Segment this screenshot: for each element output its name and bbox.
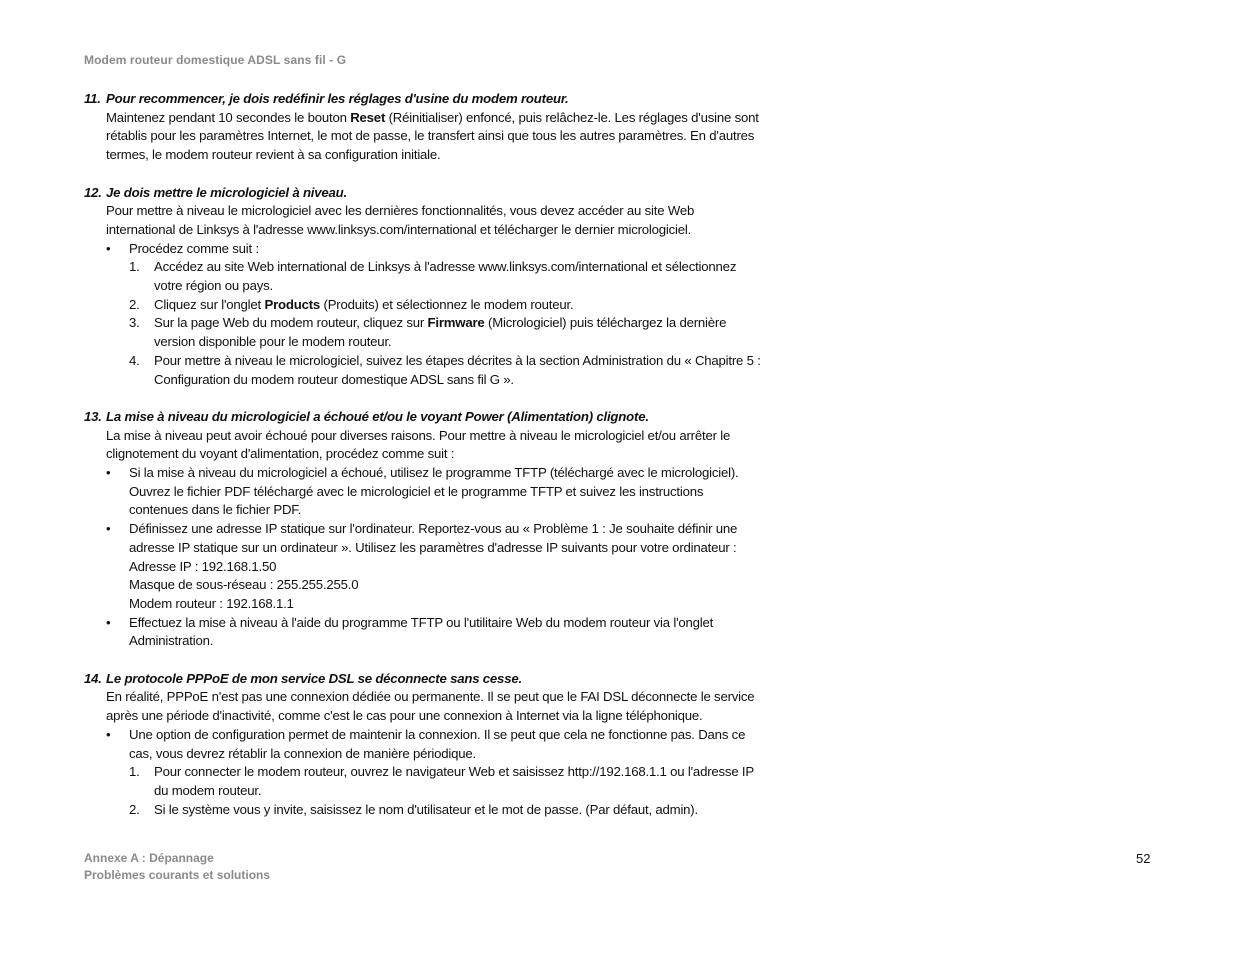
faq-number: 11. xyxy=(84,91,101,106)
faq-number: 14. xyxy=(84,670,102,686)
faq-answer xyxy=(106,688,764,819)
list-item xyxy=(106,240,764,390)
step-text: Cliquez sur l'onglet xyxy=(154,296,265,312)
bullet-text: Effectuez la mise à niveau à l'aide du programme TFTP ou l'utilitaire Web du modem routeur via l'onglet Administration. xyxy=(129,614,714,649)
answer-paragraph: La mise à niveau peut avoir échoué pour diverses raisons. Pour mettre à niveau le micrologiciel et/ou arrêter le clignotement du voyant d'alimentation, procédez comme suit : xyxy=(106,427,731,462)
step-number: 2. xyxy=(129,801,140,817)
bullet-list xyxy=(106,464,764,651)
bullet-text: Définissez une adresse IP statique sur l'ordinateur. Reportez-vous au « Problème 1 : Je souhaite définir une adresse IP statique sur un ordinateur ». Utilisez les paramètres d'adresse IP suivants pour votre ordinateur : xyxy=(129,521,738,555)
bullet-list xyxy=(106,726,764,820)
bullet-icon: • xyxy=(106,240,111,256)
faq-question xyxy=(84,90,764,109)
faq-question xyxy=(84,184,764,203)
step-number: 4. xyxy=(129,352,140,368)
firmware-term: Firmware xyxy=(427,315,485,331)
faq-item-11 xyxy=(84,90,764,165)
bullet-list xyxy=(106,240,764,390)
faq-item-13 xyxy=(84,408,764,651)
step-number: 2. xyxy=(129,296,140,312)
bullet-icon: • xyxy=(106,726,111,742)
gateway-setting: Modem routeur : 192.168.1.1 xyxy=(129,595,294,611)
list-item xyxy=(129,296,764,315)
faq-number: 12. xyxy=(84,184,102,200)
running-footer xyxy=(84,850,270,883)
faq-question xyxy=(84,670,764,689)
list-item xyxy=(129,763,764,800)
step-text: (Produits) et sélectionnez le modem routeur. xyxy=(320,296,574,312)
ip-address-setting: Adresse IP : 192.168.1.50 xyxy=(129,558,277,574)
answer-text: Maintenez pendant 10 secondes le bouton xyxy=(106,109,351,125)
page-number: 52 xyxy=(1136,851,1151,866)
faq-answer xyxy=(106,202,764,389)
list-item xyxy=(106,726,764,820)
faq-answer xyxy=(106,109,764,165)
step-list xyxy=(129,763,764,819)
faq-question-text: La mise à niveau du micrologiciel a échoué et/ou le voyant Power (Alimentation) clignote. xyxy=(106,408,649,424)
bullet-text: Si la mise à niveau du micrologiciel a échoué, utilisez le programme TFTP (téléchargé avec le micrologiciel). Ouvrez le fichier PDF téléchargé avec le micrologiciel et le programme TFTP et suivez les instructions contenues dans le fichier PDF. xyxy=(129,465,739,518)
footer-subsection-title: Problèmes courants et solutions xyxy=(84,867,271,882)
step-text: (Micrologiciel) puis téléchargez la dernière version disponible pour le modem routeur. xyxy=(154,315,727,350)
running-header: Modem routeur domestique ADSL sans fil - G xyxy=(84,53,347,67)
step-text: Sur la page Web du modem routeur, cliquez sur xyxy=(154,315,428,331)
faq-content xyxy=(84,90,764,838)
faq-item-12 xyxy=(84,184,764,390)
faq-question-text: Je dois mettre le micrologiciel à niveau. xyxy=(106,184,347,200)
footer-section-title: Annexe A : Dépannage xyxy=(84,851,214,865)
list-item xyxy=(106,520,764,614)
step-text: Pour mettre à niveau le micrologiciel, suivez les étapes décrites à la section Administration du « Chapitre 5 : Configuration du modem routeur domestique ADSL sans fil G ». xyxy=(154,352,761,387)
list-item xyxy=(129,258,764,295)
subnet-mask-setting: Masque de sous-réseau : 255.255.255.0 xyxy=(129,577,359,593)
step-number: 1. xyxy=(129,764,140,780)
bullet-text: Une option de configuration permet de maintenir la connexion. Il se peut que cela ne fonctionne pas. Dans ce cas, vous devrez rétablir la connexion de manière périodique. xyxy=(129,726,746,761)
answer-paragraph: Pour mettre à niveau le micrologiciel avec les dernières fonctionnalités, vous devez accéder au site Web international de Linksys à l'adresse www.linksys.com/international et télécharger le dernier micrologiciel. xyxy=(106,203,695,237)
products-term: Products xyxy=(264,296,321,312)
bullet-icon: • xyxy=(106,614,111,630)
list-item xyxy=(129,801,764,820)
answer-text: (Réinitialiser) enfoncé, puis relâchez-le. Les réglages d'usine sont rétablis pour les paramètres Internet, le mot de passe, le transfert ainsi que tous les autres paramètres. En d'autres termes, le modem routeur revient à sa configuration initiale. xyxy=(106,109,759,163)
faq-question-text: Le protocole PPPoE de mon service DSL se déconnecte sans cesse. xyxy=(106,670,522,686)
step-number: 3. xyxy=(129,315,140,331)
step-list xyxy=(129,258,764,389)
step-text: Pour connecter le modem routeur, ouvrez le navigateur Web et saisissez http://192.168.1.1 ou l'adresse IP du modem routeur. xyxy=(154,764,754,798)
faq-question xyxy=(84,408,764,427)
list-item xyxy=(129,352,764,389)
step-text: Accédez au site Web international de Linksys à l'adresse www.linksys.com/international et sélectionnez votre région ou pays. xyxy=(154,259,737,294)
list-item xyxy=(129,314,764,351)
answer-paragraph xyxy=(106,109,764,165)
faq-answer xyxy=(106,427,764,651)
bullet-icon: • xyxy=(106,521,111,537)
step-number: 1. xyxy=(129,259,140,275)
list-item xyxy=(106,614,764,651)
reset-term: Reset xyxy=(350,109,386,125)
faq-item-14 xyxy=(84,670,764,820)
bullet-text: Procédez comme suit : xyxy=(129,240,259,256)
bullet-icon: • xyxy=(106,465,111,481)
faq-question-text: Pour recommencer, je dois redéfinir les réglages d'usine du modem routeur. xyxy=(106,91,569,106)
step-text: Si le système vous y invite, saisissez le nom d'utilisateur et le mot de passe. (Par défaut, admin). xyxy=(154,801,698,817)
answer-paragraph: En réalité, PPPoE n'est pas une connexion dédiée ou permanente. Il se peut que le FAI DSL déconnecte le service après une période d'inactivité, comme c'est le cas pour une connexion à Internet via la ligne téléphonique. xyxy=(106,689,755,724)
faq-number: 13. xyxy=(84,408,102,424)
list-item xyxy=(106,464,764,520)
